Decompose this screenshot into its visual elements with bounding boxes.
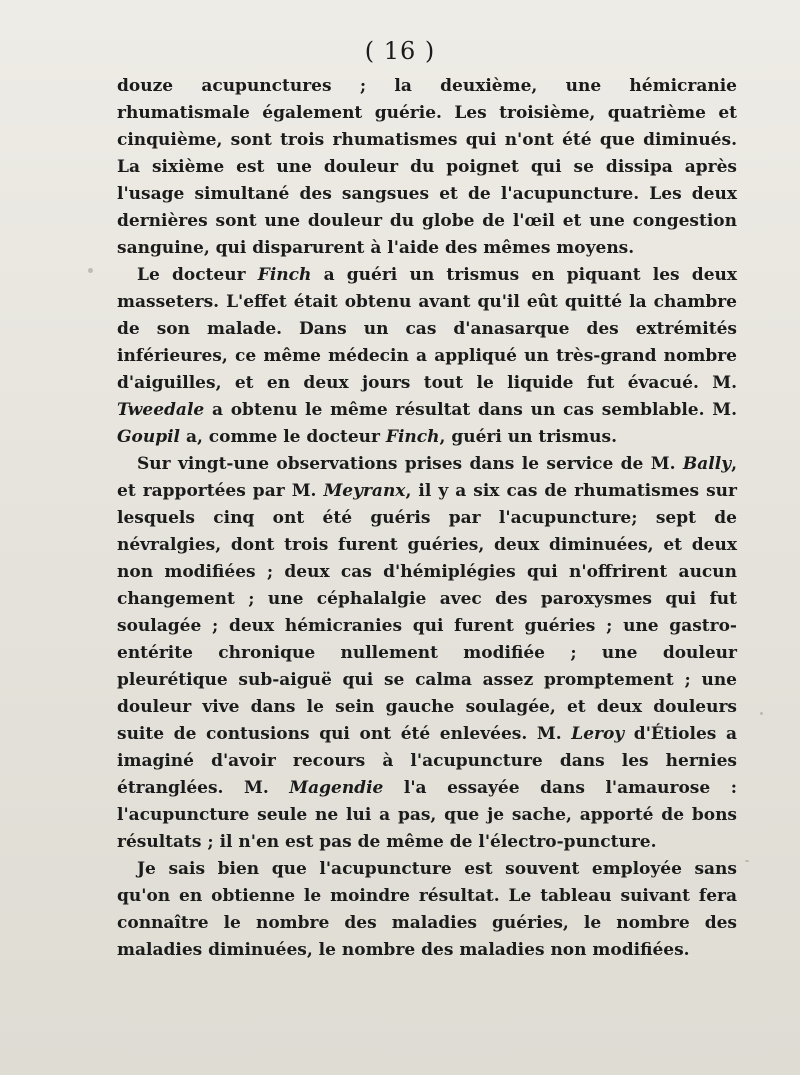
person-name: Finch (257, 265, 312, 285)
paragraph-4 (117, 856, 737, 964)
person-name: Goupil (117, 427, 181, 447)
text-run: , guéri un trismus. (439, 427, 618, 447)
text-run: a obtenu le même résultat dans un cas semblable. M. (204, 400, 737, 420)
page-body (117, 73, 737, 964)
text-run: Je sais bien que l'acupuncture est souvent employée sans qu'on en obtienne le moindre résultat. Le tableau suivant fera connaître le nombre des maladies guéries, le nombre des maladies diminuées, le nombre des maladies non modifiées. (117, 859, 737, 960)
ink-speck (88, 268, 93, 273)
ink-speck (745, 860, 749, 862)
person-name: Magendie (289, 778, 384, 798)
paragraph-1 (117, 73, 737, 262)
text-run: l'a essayée dans l'amaurose : l'acupuncture seule ne lui a pas, que je sache, apporté de bons résultats ; il n'en est pas de même de l'électro-puncture. (117, 778, 737, 852)
person-name: Leroy (571, 724, 625, 744)
paragraph-3 (117, 451, 737, 856)
paragraph-2 (117, 262, 737, 451)
person-name: Finch (385, 427, 440, 447)
text-run: douze acupunctures ; la deuxième, une hémicranie rhumatismale également guérie. Les troisième, quatrième et cinquième, sont trois rhumatismes qui n'ont été que diminués. La sixième est une douleur du poignet qui se dissipa après l'usage simultané des sangsues et de l'acupuncture. Les deux dernières sont une douleur du globe de l'œil et une congestion sanguine, qui disparurent à l'aide des mêmes moyens. (117, 76, 737, 258)
text-run: Sur vingt-une observations prises dans le service de M. (137, 454, 683, 474)
person-name: Bally (682, 454, 732, 474)
text-run: , il y a six cas de rhumatismes sur lesquels cinq ont été guéris par l'acupuncture; sept de névralgies, dont trois furent guéries, deux diminuées, et deux non modifiées ; deux cas d'hémiplégies qui n'offrirent aucun changement ; une céphalalgie avec des paroxysmes qui fut soulagée ; deux hémicranies qui furent guéries ; une gastro-entérite chronique nullement modifiée ; une douleur pleurétique sub-aiguë qui se calma assez promptement ; une douleur vive dans le sein gauche soulagée, et deux douleurs suite de contusions qui ont été enlevées. M. (117, 481, 737, 744)
text-run: , et rapportées par M. (117, 454, 737, 501)
person-name: Meyranx (323, 481, 406, 501)
text-run: d'Étioles a imaginé d'avoir recours à l'acupuncture dans les hernies étranglées. M. (117, 724, 737, 798)
text-run: a guéri un trismus en piquant les deux masseters. L'effet était obtenu avant qu'il eût quitté la chambre de son malade. Dans un cas d'anasarque des extrémités inférieures, ce même médecin a appliqué un très-grand nombre d'aiguilles, et en deux jours tout le liquide fut évacué. M. (117, 265, 737, 393)
person-name: Tweedale (117, 400, 205, 420)
ink-speck (760, 712, 763, 715)
text-run: a, comme le docteur (180, 427, 386, 447)
text-run: Le docteur (137, 265, 258, 285)
page-number: ( 16 ) (364, 37, 436, 65)
